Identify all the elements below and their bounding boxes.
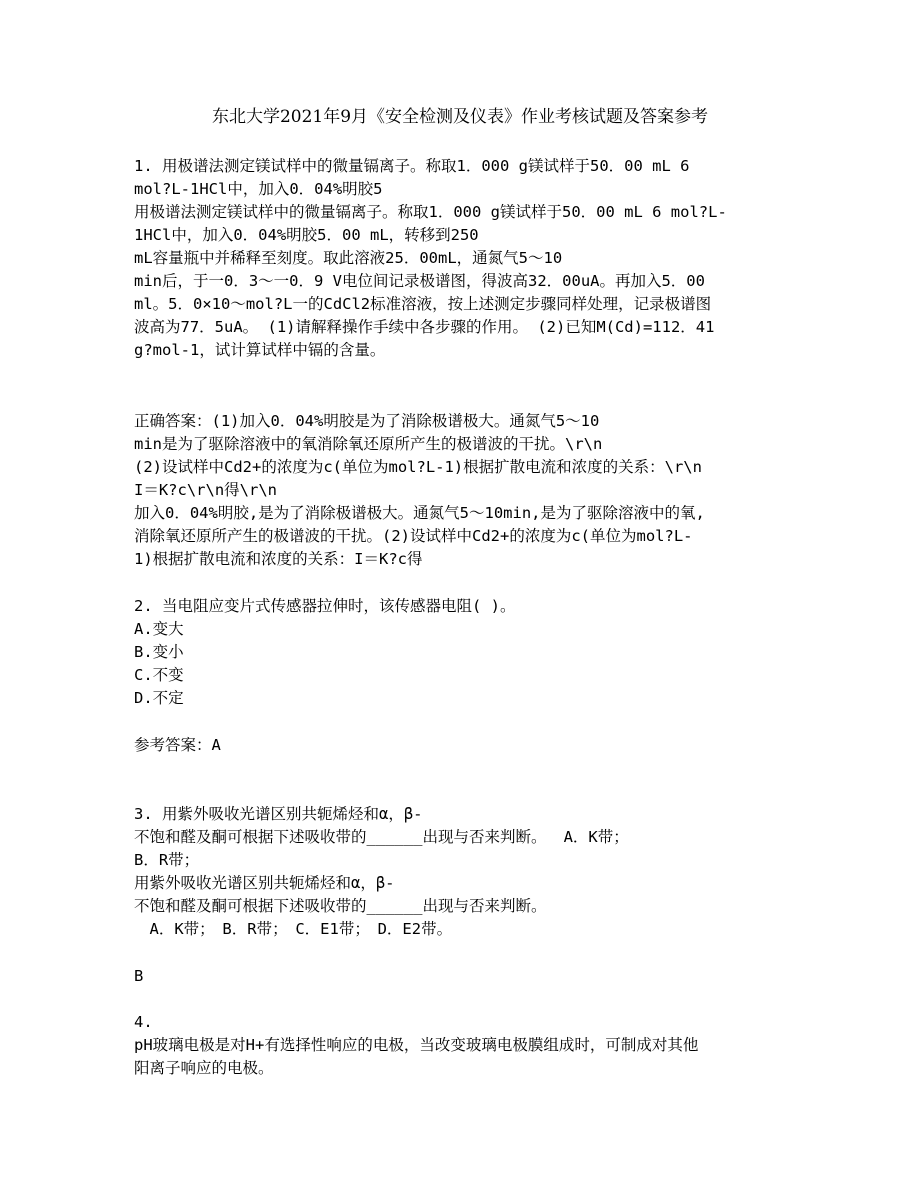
q4-line: 阳离子响应的电极。 <box>134 1059 274 1077</box>
q3-line: 不饱和醛及酮可根据下述吸收带的______出现与否来判断。 <box>134 897 547 915</box>
q2-option-a: A.变大 <box>134 620 184 638</box>
q2-stem: 2. 当电阻应变片式传感器拉伸时，该传感器电阻( )。 <box>134 597 516 615</box>
q1-answer-line: min是为了驱除溶液中的氧消除氧还原所产生的极谱波的干扰。\r\n <box>134 435 603 453</box>
q1-answer-line: (2)设试样中Cd2+的浓度为c(单位为mol?L-1)根据扩散电流和浓度的关系：\r\n <box>134 458 702 476</box>
q3-line: 不饱和醛及酮可根据下述吸收带的______出现与否来判断。 A．K带； <box>134 828 629 846</box>
document-title: 东北大学2021年9月《安全检测及仪表》作业考核试题及答案参考 <box>211 107 709 127</box>
q1-line: mL容量瓶中并稀释至刻度。取此溶液25．00mL，通氮气5～10 <box>134 249 563 267</box>
q2-option-d: D.不定 <box>134 689 184 707</box>
q3-line: B．R带； <box>134 851 200 869</box>
q1-line: 用极谱法测定镁试样中的微量镉离子。称取1．000 g镁试样于50．00 mL 6 mol?L- <box>134 203 727 221</box>
q1-line: 波高为77．5uA。 (1)请解释操作手续中各步骤的作用。 (2)已知M(Cd)=112．41 <box>134 318 715 336</box>
q4-line: 4. <box>134 1013 153 1031</box>
q3-line: 3. 用紫外吸收光谱区别共轭烯烃和α，β- <box>134 805 423 823</box>
q2-answer: 参考答案：A <box>134 736 221 754</box>
q2-option-c: C.不变 <box>134 666 184 684</box>
q1-answer-line: 加入0．04%明胶,是为了消除极谱极大。通氮气5～10min,是为了驱除溶液中的氧, <box>134 504 705 522</box>
q3-answer: B <box>134 967 144 985</box>
q1-line: g?mol-1，试计算试样中镉的含量。 <box>134 341 386 359</box>
q3-line: 用紫外吸收光谱区别共轭烯烃和α，β- <box>134 874 395 892</box>
q1-answer-line: 正确答案：(1)加入0．04%明胶是为了消除极谱极大。通氮气5～10 <box>134 412 600 430</box>
q1-answer-line: 消除氧还原所产生的极谱波的干扰。(2)设试样中Cd2+的浓度为c(单位为mol?L- <box>134 527 693 545</box>
q1-line: 1HCl中，加入0．04%明胶5．00 mL，转移到250 <box>134 226 479 244</box>
q1-answer-line: 1)根据扩散电流和浓度的关系：I＝K?c得 <box>134 550 423 568</box>
q1-line: mol?L-1HCl中，加入0．04%明胶5 <box>134 180 383 198</box>
q1-line: 1. 用极谱法测定镁试样中的微量镉离子。称取1．000 g镁试样于50．00 mL 6 <box>134 157 690 175</box>
q1-line: min后，于一0．3～一0．9 V电位间记录极谱图，得波高32．00uA。再加入5．00 <box>134 272 705 290</box>
q4-line: pH玻璃电极是对H+有选择性响应的电极，当改变玻璃电极膜组成时，可制成对其他 <box>134 1036 699 1054</box>
q2-option-b: B.变小 <box>134 643 184 661</box>
q3-line: A．K带； B．R带； C．E1带； D．E2带。 <box>134 920 453 938</box>
q1-line: ml。5．0×10～mol?L一的CdCl2标准溶液，按上述测定步骤同样处理，记录极谱图 <box>134 295 712 313</box>
q1-answer-line: I＝K?c\r\n得\r\n <box>134 481 277 499</box>
